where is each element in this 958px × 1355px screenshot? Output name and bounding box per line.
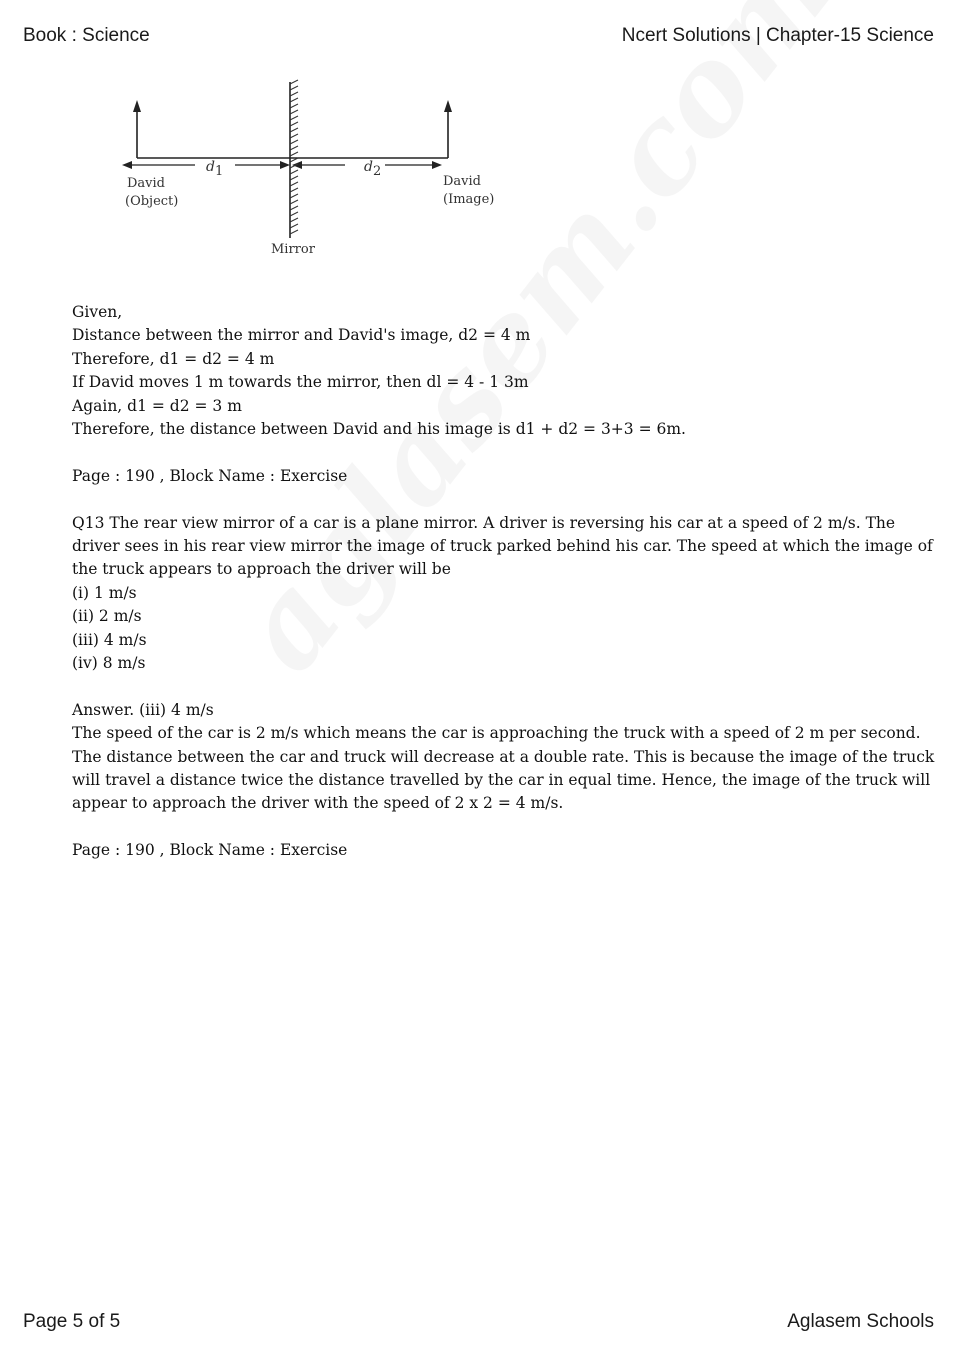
image-sublabel: (Image) [443, 192, 495, 207]
d1-left-arrowhead [122, 161, 132, 169]
object-sublabel: (Object) [125, 194, 179, 209]
solution-line: Given, [72, 303, 123, 321]
solution-block [72, 301, 892, 441]
question-line: Q13 The rear view mirror of a car is a plane mirror. A driver is reversing his car at a speed of 2 m/s. The [72, 513, 896, 532]
question-block [72, 512, 933, 676]
question-option: (iv) 8 m/s [72, 654, 146, 673]
d2-label: d [364, 159, 373, 175]
solution-line: Distance between the mirror and David's image, d2 = 4 m [72, 326, 531, 345]
d1-right-arrowhead [280, 161, 290, 169]
object-label: David [127, 176, 165, 191]
solution-line: Therefore, d1 = d2 = 4 m [72, 349, 275, 368]
footer-page-number: Page 5 of 5 [23, 1311, 121, 1332]
answer-label: Answer. (iii) 4 m/s [72, 700, 214, 719]
d2-subscript: 2 [373, 164, 382, 179]
mirror-hatching [290, 80, 298, 234]
d2-right-arrowhead [432, 161, 442, 169]
image-label: David [443, 174, 481, 189]
question-option: (iii) 4 m/s [72, 630, 147, 649]
solution-line: Therefore, the distance between David and his image is d1 + d2 = 3+3 = 6m. [72, 420, 686, 439]
solution-line: Again, d1 = d2 = 3 m [72, 396, 242, 415]
answer-line: will travel a distance twice the distance travelled by the car in equal time. Hence, the image of the truck will [72, 771, 931, 790]
d1-label: d [206, 159, 215, 175]
answer-line: The speed of the car is 2 m/s which means the car is approaching the truck with a speed of 2 m per second. [72, 724, 921, 743]
answer-page-info: Page : 190 , Block Name : Exercise [72, 841, 348, 860]
answer-block [72, 699, 935, 816]
object-arrowhead [133, 100, 141, 112]
d1-subscript: 1 [215, 164, 224, 179]
footer-publisher: Aglasem Schools [787, 1311, 934, 1332]
header-book-title: Book : Science [23, 25, 150, 46]
solution-page-info: Page : 190 , Block Name : Exercise [72, 466, 348, 485]
question-option: (ii) 2 m/s [72, 607, 142, 626]
page-content [72, 301, 935, 863]
answer-line: appear to approach the driver with the speed of 2 x 2 = 4 m/s. [72, 794, 564, 813]
image-arrowhead [444, 100, 452, 112]
question-line: driver sees in his rear view mirror the image of truck parked behind his car. The speed at which the image of [72, 537, 933, 556]
mirror-label: Mirror [271, 242, 315, 257]
question-line: the truck appears to approach the driver will be [72, 560, 451, 579]
solution-line: If David moves 1 m towards the mirror, then dl = 4 - 1 3m [72, 373, 529, 392]
answer-line: The distance between the car and truck will decrease at a double rate. This is because the image of the truck [72, 747, 935, 766]
header-chapter-title: Ncert Solutions | Chapter-15 Science [621, 25, 934, 46]
mirror-diagram [110, 78, 510, 268]
question-option: (i) 1 m/s [72, 583, 137, 602]
